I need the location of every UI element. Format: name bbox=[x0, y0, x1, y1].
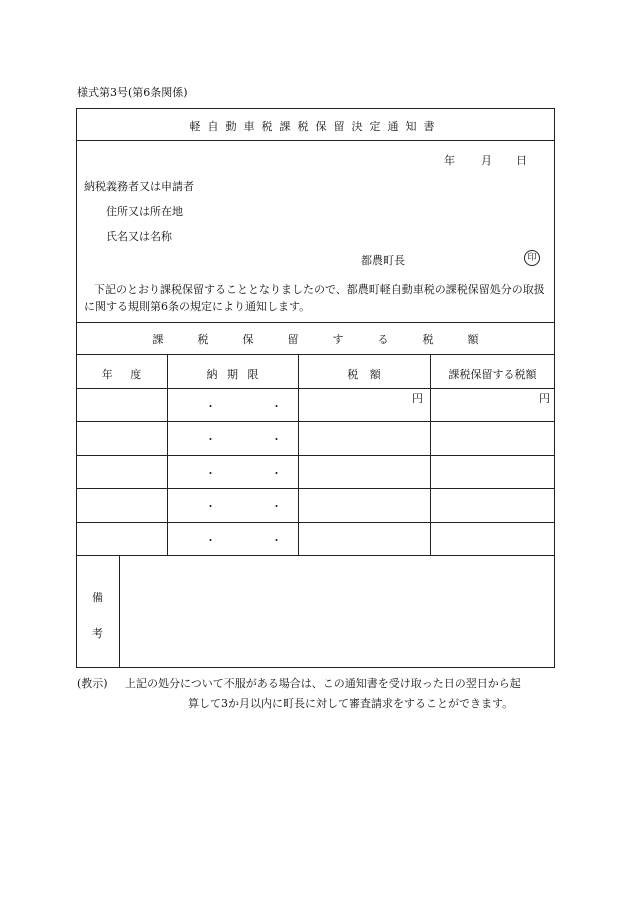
rule-header bbox=[76, 388, 555, 389]
rule-body bbox=[76, 322, 555, 323]
rule-title bbox=[76, 140, 555, 141]
header-deferred-amount: 課税保留する税額 bbox=[448, 368, 537, 381]
header-year: 年 度 bbox=[101, 368, 142, 381]
notice-body-text: 下記のとおり課税保留することとなりましたので、都農町軽自動車税の課税保留処分の取扱に関する規則第6条の規定により通知します。 bbox=[84, 283, 545, 313]
section-char: す bbox=[332, 333, 344, 346]
section-char: 額 bbox=[467, 333, 479, 346]
section-char: 留 bbox=[287, 333, 299, 346]
address-label: 住所又は所在地 bbox=[106, 205, 183, 218]
remarks-char: 備 bbox=[92, 591, 103, 604]
due-date-dots: ・ ・ bbox=[205, 500, 282, 513]
due-date-dots: ・ ・ bbox=[205, 433, 282, 446]
section-char: 課 bbox=[152, 333, 164, 346]
remarks-rule bbox=[119, 555, 120, 668]
header-tax-amount: 税 額 bbox=[347, 368, 381, 381]
due-date-dots: ・ ・ bbox=[205, 400, 282, 413]
rule-section bbox=[76, 354, 555, 355]
section-char: る bbox=[377, 333, 389, 346]
remarks-char: 考 bbox=[92, 627, 103, 640]
date-day: 日 bbox=[516, 154, 527, 167]
due-date-dots: ・ ・ bbox=[205, 467, 282, 480]
section-char: 税 bbox=[422, 333, 434, 346]
yen-unit: 円 bbox=[412, 392, 423, 405]
date-month: 月 bbox=[481, 154, 492, 167]
col-rule-1 bbox=[167, 354, 168, 555]
col-rule-3 bbox=[430, 354, 431, 555]
name-label: 氏名又は名称 bbox=[106, 230, 172, 243]
notice-line: 上記の処分について不服がある場合は、この通知書を受け取った日の翌日から起 bbox=[125, 677, 521, 690]
mayor-label: 都農町長 bbox=[361, 254, 405, 267]
notice-label: (教示) bbox=[77, 677, 108, 690]
section-char: 保 bbox=[242, 333, 254, 346]
seal-icon: 印 bbox=[524, 250, 540, 266]
rule-row1 bbox=[76, 421, 555, 422]
form-number-label: 様式第3号(第6条関係) bbox=[77, 86, 188, 99]
col-rule-2 bbox=[298, 354, 299, 555]
yen-unit: 円 bbox=[539, 392, 550, 405]
section-title bbox=[76, 331, 555, 347]
recipient-label: 納税義務者又は申請者 bbox=[84, 180, 194, 193]
document-title: 軽自動車税課税保留決定通知書 bbox=[189, 120, 442, 133]
rule-row4 bbox=[76, 522, 555, 523]
section-char: 税 bbox=[197, 333, 209, 346]
rule-row3 bbox=[76, 488, 555, 489]
rule-row5 bbox=[76, 555, 555, 556]
due-date-dots: ・ ・ bbox=[205, 534, 282, 547]
notice-line: 算して3か月以内に町長に対して審査請求をすることができます。 bbox=[188, 697, 514, 710]
date-year: 年 bbox=[444, 154, 455, 167]
rule-row2 bbox=[76, 455, 555, 456]
header-due-date: 納 期 限 bbox=[206, 368, 259, 381]
